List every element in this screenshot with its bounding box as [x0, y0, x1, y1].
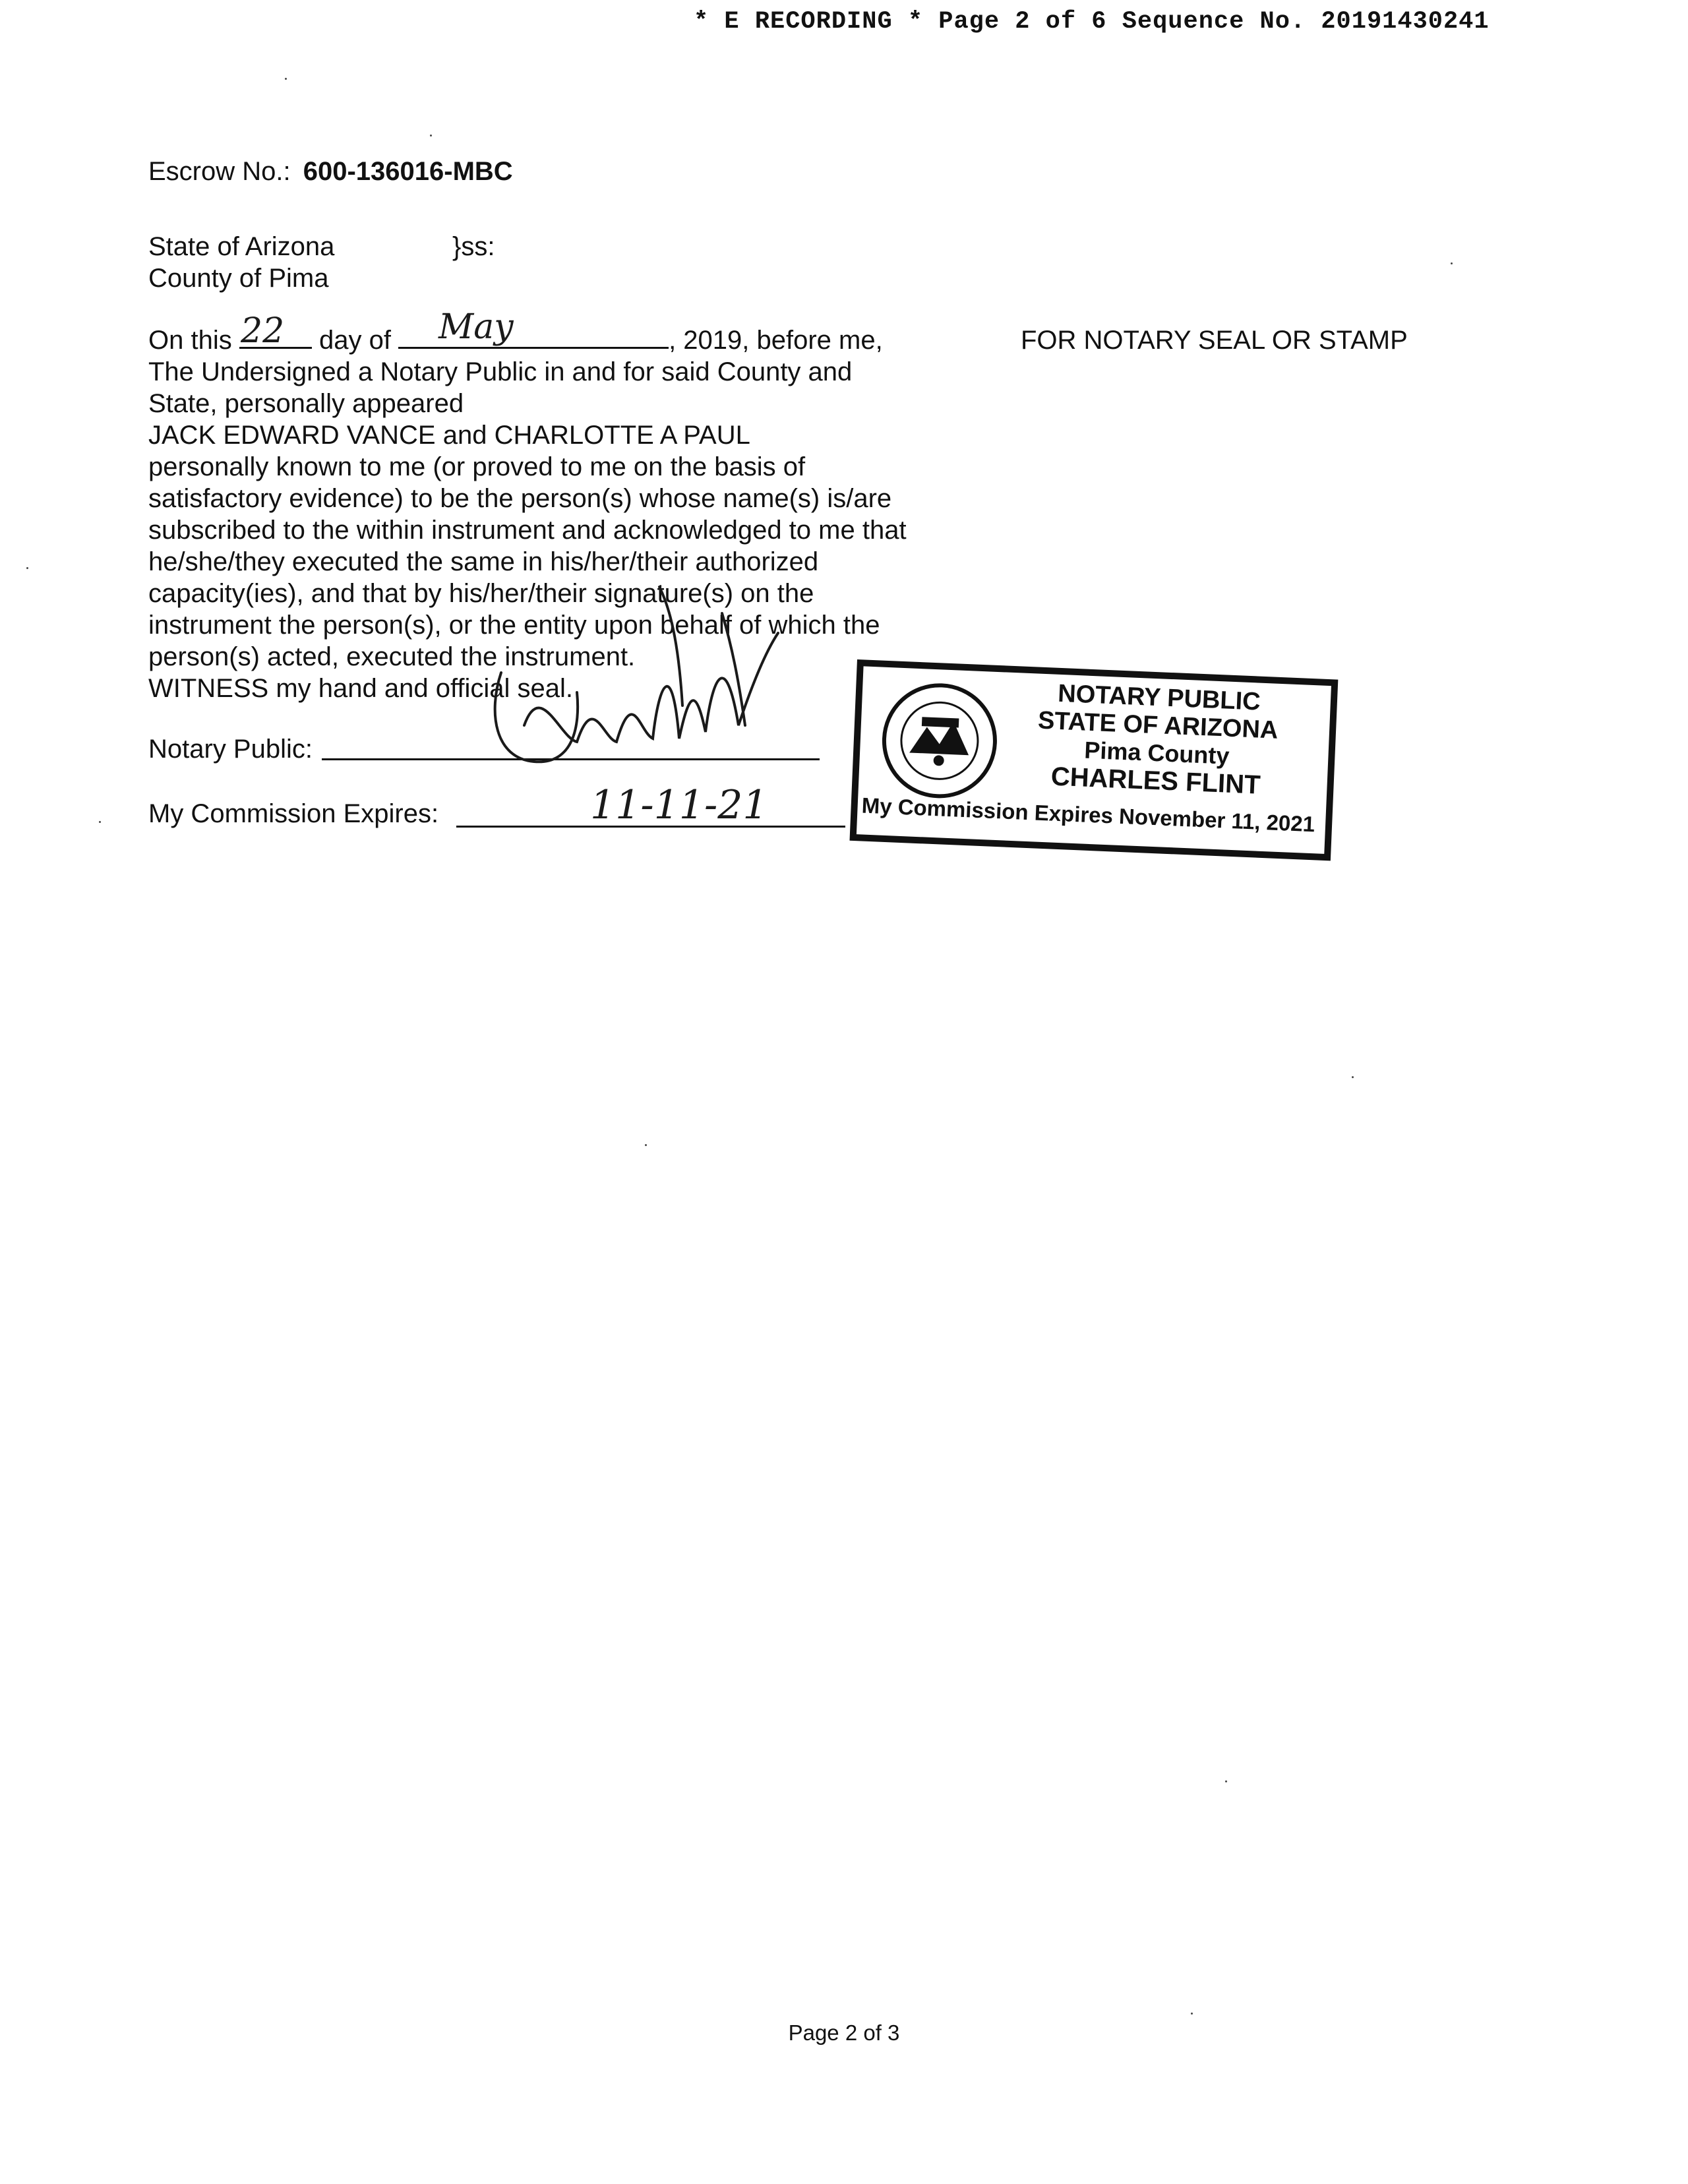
scan-speck [645, 1144, 647, 1146]
state-seal-icon [878, 679, 1001, 803]
ack-line-7: subscribed to the within instrument and acknowledged to me that [148, 516, 907, 545]
scan-speck [1191, 2013, 1193, 2015]
handwritten-day: 22 [241, 311, 285, 351]
ack-line-10: instrument the person(s), or the entity upon behalf of which the [148, 611, 880, 640]
escrow-line [148, 156, 513, 187]
commission-label: My Commission Expires: [148, 799, 439, 828]
notary-stamp [849, 659, 1338, 861]
ack-line-8: he/she/they executed the same in his/her/their authorized [148, 547, 819, 576]
ack-on-this: On this [148, 326, 232, 355]
ack-line-11: person(s) acted, executed the instrument. [148, 642, 636, 671]
ack-line-12: WITNESS my hand and official seal. [148, 674, 573, 703]
stamp-line-2: STATE OF ARIZONA [1037, 706, 1279, 744]
page-footer: Page 2 of 3 [788, 2020, 900, 2045]
handwritten-month: May [438, 307, 514, 347]
ack-line-2: The Undersigned a Notary Public in and for said County and [148, 357, 853, 386]
ack-line-9: capacity(ies), and that by his/her/their signature(s) on the [148, 579, 814, 608]
scan-speck [1451, 262, 1453, 264]
scan-speck [285, 78, 287, 80]
seal-area-label: FOR NOTARY SEAL OR STAMP [1021, 326, 1408, 355]
handwritten-commission-date: 11-11-21 [590, 782, 768, 828]
scan-speck [1352, 1076, 1354, 1078]
venue-county: County of Pima [148, 264, 329, 293]
venue-state: State of Arizona [148, 232, 335, 261]
ack-line-4: JACK EDWARD VANCE and CHARLOTTE A PAUL [148, 421, 750, 450]
venue-ss: }ss: [452, 232, 495, 261]
escrow-label: Escrow No.: [148, 157, 291, 186]
scan-speck [99, 821, 101, 823]
notary-signature [462, 574, 804, 772]
ack-line-3: State, personally appeared [148, 389, 464, 418]
notary-public-label: Notary Public: [148, 735, 313, 764]
ack-day-of: day of [318, 326, 391, 355]
stamp-line-3: Pima County [1083, 736, 1230, 770]
ack-line-5: personally known to me (or proved to me on the basis of [148, 452, 806, 481]
stamp-line-5: My Commission Expires November 11, 2021 [861, 793, 1315, 837]
recording-header: * E RECORDING * Page 2 of 6 Sequence No. 20191430241 [694, 8, 1490, 36]
scan-speck [26, 567, 28, 569]
ack-line-6: satisfactory evidence) to be the person(s) whose name(s) is/are [148, 484, 892, 513]
scan-speck [430, 135, 432, 136]
stamp-line-1: NOTARY PUBLIC [1057, 679, 1261, 716]
scan-speck [1225, 1780, 1227, 1782]
ack-year: , 2019, before me, [669, 326, 883, 355]
stamp-line-4: CHARLES FLINT [1050, 762, 1261, 800]
escrow-number: 600-136016-MBC [303, 157, 513, 186]
